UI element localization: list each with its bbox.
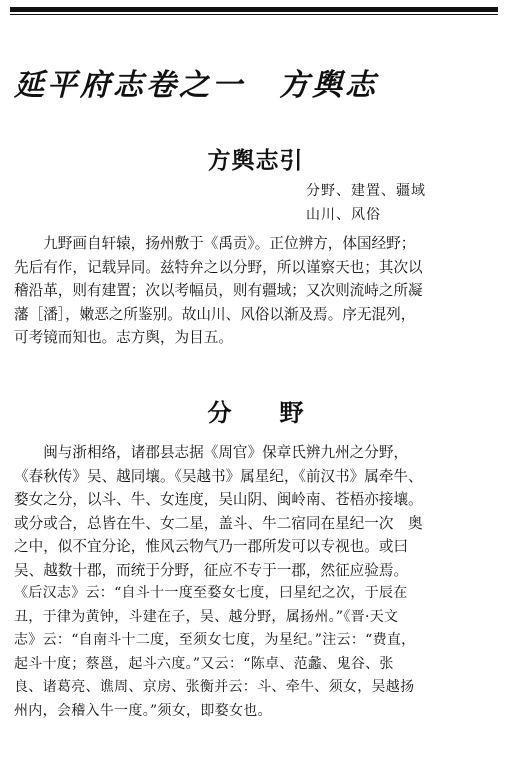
quote-block [14,582,506,723]
toc-line: 山川、风俗 [306,207,381,223]
chapter-subtitle: 方舆志 [279,68,378,103]
top-rule-thick [10,7,498,12]
text-line: 吴、越数十郡，而统于分野，征应不专于一郡，然征应验焉。 [14,561,409,579]
section-heading: 方舆志引 [207,147,304,174]
text-line: 九野画自轩辕，扬州敷于《禹贡》。正位辨方，体国经野； [14,235,416,252]
chapter-heading [14,60,378,104]
text-line: 稽沿革，则有建置；次以考幅员，则有疆域；又次则流峙之所凝 [14,282,423,299]
fenye-paragraph [14,441,506,723]
text-line: 之中，似不宜分论，惟风云物气乃一郡所发可以专视也。或曰 [14,538,409,555]
chapter-title: 延平府志卷之一 [14,68,245,103]
text-line: 藩［潘］，嫩恶之所鉴别。故山川、风俗以渐及焉。序无混列， [14,305,416,323]
quote-line: 《后汉志》云：“自斗十一度至婺女七度，曰星纪之次，于辰在 [14,585,408,601]
text-line: 或分或合，总皆在牛、女二星，盖斗、牛二宿同在星纪一次 奥 [14,514,423,532]
quote-line: 良、诸葛亮、谯周、京房、张衡并云：斗、牵牛、须女，吴越扬 [14,679,415,695]
top-rule-thin [10,14,498,15]
text-line: 《春秋传》吴、越同壤。《吴越书》属星纪，《前汉书》属牵牛、 [14,467,423,485]
text-line: 婺女之分，以斗、牛、女连度，吴山阴、闽岭南、苍梧亦接壤。 [14,491,423,508]
text-line: 闽与浙相络，诸郡县志据《周官》保章氏辨九州之分野， [14,444,409,461]
quote-line: 丑，于律为黄钟，斗建在子，吴、越分野，属扬州。”《晋·天文 [14,608,399,625]
text-line: 先后有作，记载异同。兹特弁之以分野，所以谨察天也；其次以 [14,258,423,276]
fenye-heading [0,393,511,428]
toc-line: 分野、建置、疆域 [306,183,426,199]
quote-line: 志》云：“自南斗十二度，至须女七度，为星纪。”注云：“费直， [14,632,416,648]
text-line: 可考镜而知也。志方舆，为目五。 [14,329,233,346]
intro-paragraph [14,232,506,350]
quote-line: 起斗十度；蔡邕，起斗六度。”又云：“陈卓、范蠡、鬼谷、张 [14,655,394,672]
fenye-heading-char: 分 [207,398,232,427]
fenye-heading-char: 野 [279,398,304,427]
quote-line: 州内，会稽入牛一度。”须女，即婺女也。 [14,702,272,719]
